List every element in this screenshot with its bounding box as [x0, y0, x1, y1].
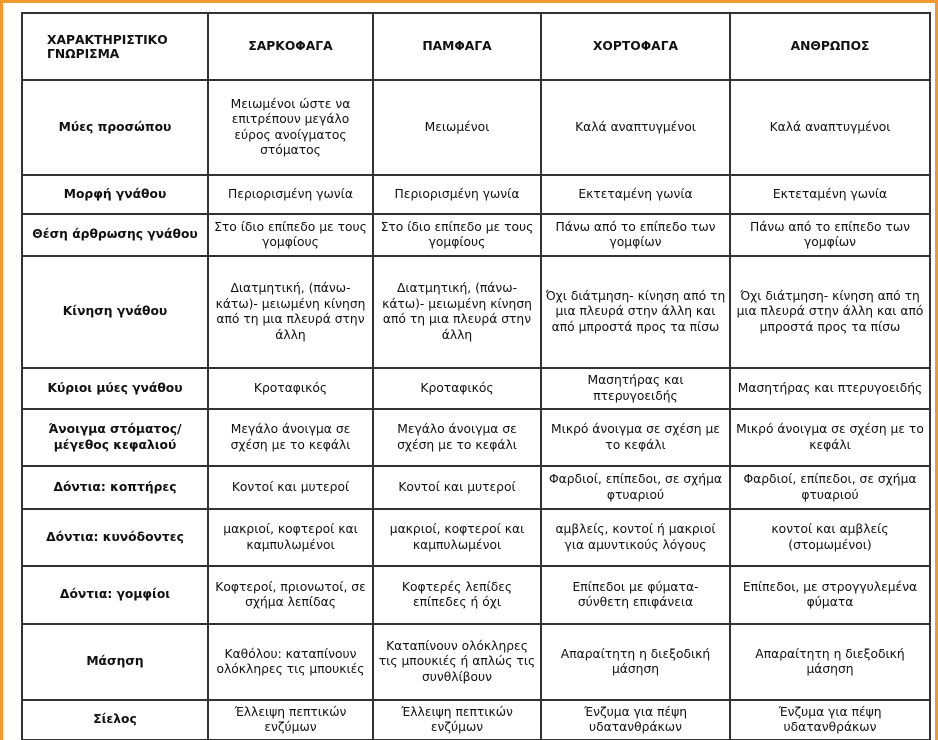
- table-cell: Μεγάλο άνοιγμα σε σχέση με το κεφάλι: [208, 409, 373, 466]
- table-cell: Φαρδιοί, επίπεδοι, σε σχήμα φτυαριού: [730, 466, 930, 509]
- table-row: [22, 256, 930, 368]
- table-cell: Μικρό άνοιγμα σε σχέση με το κεφάλι: [541, 409, 730, 466]
- table-cell: Πάνω από το επίπεδο των γομφίων: [541, 214, 730, 256]
- table-cell: Διατμητική, (πάνω-κάτω)- μειωμένη κίνηση από τη μια πλευρά στην άλλη: [208, 256, 373, 368]
- table-cell: Εκτεταμένη γωνία: [730, 175, 930, 214]
- table-cell: Στο ίδιο επίπεδο με τους γομφίους: [373, 214, 541, 256]
- row-label: Άνοιγμα στόματος/ μέγεθος κεφαλιού: [22, 409, 208, 466]
- table-cell: Διατμητική, (πάνω-κάτω)- μειωμένη κίνηση από τη μια πλευρά στην άλλη: [373, 256, 541, 368]
- table-cell: Εκτεταμένη γωνία: [541, 175, 730, 214]
- table-cell: Κοφτερές λεπίδες επίπεδες ή όχι: [373, 566, 541, 624]
- table-cell: Μεγάλο άνοιγμα σε σχέση με το κεφάλι: [373, 409, 541, 466]
- table-cell: Στο ίδιο επίπεδο με τους γομφίους: [208, 214, 373, 256]
- table-cell: Καλά αναπτυγμένοι: [541, 80, 730, 175]
- row-label: Δόντια: κοπτήρες: [22, 466, 208, 509]
- table-cell: Όχι διάτμηση- κίνηση από τη μια πλευρά στην άλλη και από μπροστά προς τα πίσω: [730, 256, 930, 368]
- table-cell: Επίπεδοι, με στρογγυλεμένα φύματα: [730, 566, 930, 624]
- table-cell: μακριοί, κοφτεροί και καμπυλωμένοι: [208, 509, 373, 566]
- table-cell: Απαραίτητη η διεξοδική μάσηση: [730, 624, 930, 700]
- row-label: Μάσηση: [22, 624, 208, 700]
- table-cell: Κοφτεροί, πριονωτοί, σε σχήμα λεπίδας: [208, 566, 373, 624]
- header-feature: ΧΑΡΑΚΤΗΡΙΣΤΙΚΟ ΓΝΩΡΙΣΜΑ: [22, 13, 208, 80]
- table-cell: Επίπεδοι με φύματα- σύνθετη επιφάνεια: [541, 566, 730, 624]
- table-cell: Ένζυμα για πέψη υδατανθράκων: [541, 700, 730, 740]
- table-row: [22, 409, 930, 466]
- header-human: ΑΝΘΡΩΠΟΣ: [730, 13, 930, 80]
- header-omnivores: ΠΑΜΦΑΓΑ: [373, 13, 541, 80]
- table-cell: Καταπίνουν ολόκληρες τις μπουκιές ή απλώς τις συνθλίβουν: [373, 624, 541, 700]
- table-row: [22, 509, 930, 566]
- table-cell: Καλά αναπτυγμένοι: [730, 80, 930, 175]
- table-cell: Καθόλου: καταπίνουν ολόκληρες τις μπουκιές: [208, 624, 373, 700]
- table-cell: κοντοί και αμβλείς (στομωμένοι): [730, 509, 930, 566]
- table-cell: Μασητήρας και πτερυγοειδής: [541, 368, 730, 409]
- row-label: Δόντια: γομφίοι: [22, 566, 208, 624]
- table-cell: Κροταφικός: [373, 368, 541, 409]
- table-cell: μακριοί, κοφτεροί και καμπυλωμένοι: [373, 509, 541, 566]
- table-cell: Περιορισμένη γωνία: [373, 175, 541, 214]
- table-cell: Ένζυμα για πέψη υδατανθράκων: [730, 700, 930, 740]
- table-row: [22, 175, 930, 214]
- table-cell: Κοντοί και μυτεροί: [208, 466, 373, 509]
- table-cell: αμβλείς, κοντοί ή μακριοί για αμυντικούς λόγους: [541, 509, 730, 566]
- table-cell: Έλλειψη πεπτικών ενζύμων: [208, 700, 373, 740]
- row-label: Μορφή γνάθου: [22, 175, 208, 214]
- table-row: [22, 466, 930, 509]
- table-cell: Μασητήρας και πτερυγοειδής: [730, 368, 930, 409]
- table-row: [22, 566, 930, 624]
- header-herbivores: ΧΟΡΤΟΦΑΓΑ: [541, 13, 730, 80]
- table-cell: Έλλειψη πεπτικών ενζύμων: [373, 700, 541, 740]
- comparison-table: [21, 12, 931, 740]
- table-cell: Μικρό άνοιγμα σε σχέση με το κεφάλι: [730, 409, 930, 466]
- table-row: [22, 80, 930, 175]
- row-label: Θέση άρθρωσης γνάθου: [22, 214, 208, 256]
- row-label: Σίελος: [22, 700, 208, 740]
- table-row: [22, 624, 930, 700]
- row-label: Δόντια: κυνόδοντες: [22, 509, 208, 566]
- table-cell: Κροταφικός: [208, 368, 373, 409]
- row-label: Κίνηση γνάθου: [22, 256, 208, 368]
- table-cell: Μειωμένοι: [373, 80, 541, 175]
- table-row: [22, 214, 930, 256]
- table-cell: Φαρδιοί, επίπεδοι, σε σχήμα φτυαριού: [541, 466, 730, 509]
- header-carnivores: ΣΑΡΚΟΦΑΓΑ: [208, 13, 373, 80]
- table-cell: Όχι διάτμηση- κίνηση από τη μια πλευρά στην άλλη και από μπροστά προς τα πίσω: [541, 256, 730, 368]
- table-cell: Περιορισμένη γωνία: [208, 175, 373, 214]
- table-cell: Απαραίτητη η διεξοδική μάσηση: [541, 624, 730, 700]
- table-cell: Πάνω από το επίπεδο των γομφίων: [730, 214, 930, 256]
- table-row: [22, 368, 930, 409]
- row-label: Μύες προσώπου: [22, 80, 208, 175]
- row-label: Κύριοι μύες γνάθου: [22, 368, 208, 409]
- table-cell: Κοντοί και μυτεροί: [373, 466, 541, 509]
- table-row: [22, 700, 930, 740]
- table-cell: Μειωμένοι ώστε να επιτρέπουν μεγάλο εύρος ανοίγματος στόματος: [208, 80, 373, 175]
- header-row: [22, 13, 930, 80]
- table-body: [22, 13, 930, 740]
